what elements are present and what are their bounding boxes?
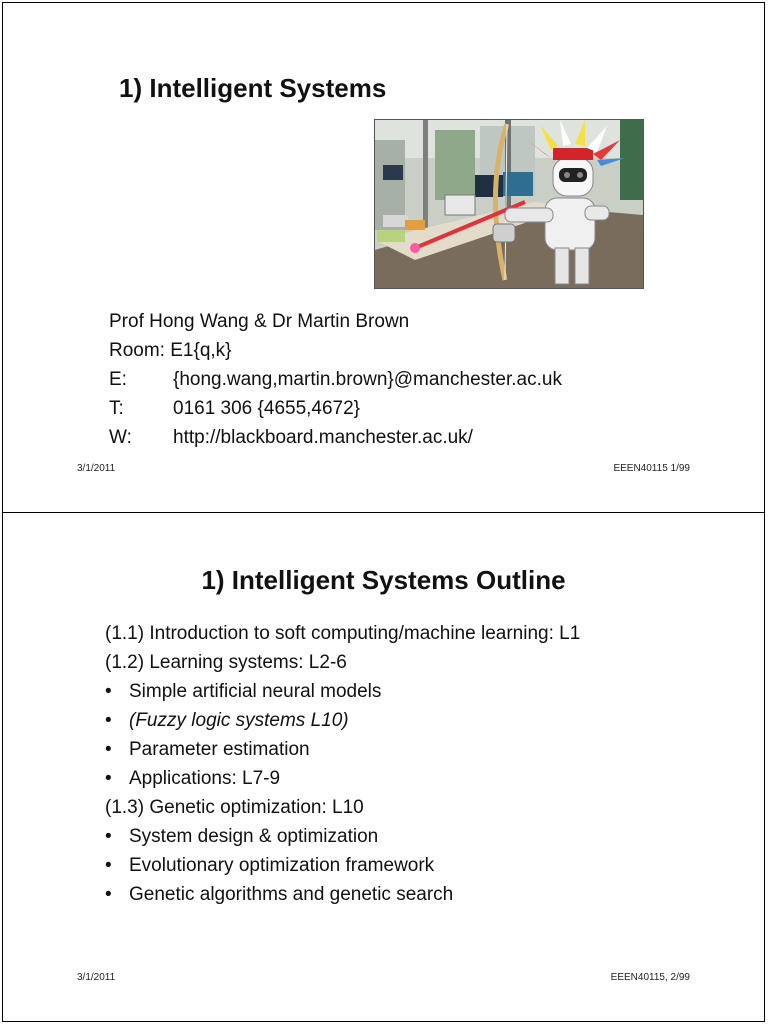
web-value: http://blackboard.manchester.ac.uk/ [173,427,473,448]
outline-item-text: Applications: L7-9 [129,768,281,789]
web-line [109,423,562,452]
outline-item [105,822,580,851]
web-label: W: [109,427,132,448]
outline-item [105,648,580,677]
outline-item [105,706,580,735]
outline-item [105,793,580,822]
outline-item [105,677,580,706]
outline-list [105,619,580,909]
instructors-line: Prof Hong Wang & Dr Martin Brown [109,311,410,332]
outline-item [105,880,580,909]
outline-item [105,619,580,648]
footer-page: EEEN40115 1/99 [613,463,690,474]
outline-item-text: (1.3) Genetic optimization: L10 [105,797,364,818]
outline-item [105,764,580,793]
outline-item-text: System design & optimization [129,826,379,847]
outline-item-text: (1.1) Introduction to soft computing/machine learning: L1 [105,623,581,644]
outline-item-text: Simple artificial neural models [129,681,382,702]
footer-date: 3/1/2011 [77,972,116,983]
outline-item-text: (Fuzzy logic systems L10) [129,710,349,731]
footer-date: 3/1/2011 [77,463,116,474]
phone-label: T: [109,398,124,419]
outline-item [105,851,580,880]
email-value: {hong.wang,martin.brown}@manchester.ac.uk [173,369,562,390]
slide-2 [2,512,765,1022]
robot-archer-photo [374,119,644,289]
phone-value: 0161 306 {4655,4672} [173,398,361,419]
email-label: E: [109,369,127,390]
outline-item-text: Parameter estimation [129,739,310,760]
outline-item-text: (1.2) Learning systems: L2-6 [105,652,347,673]
room-line: Room: E1{q,k} [109,340,232,361]
outline-item [105,735,580,764]
outline-item-text: Genetic algorithms and genetic search [129,884,454,905]
slide-title: 1) Intelligent Systems [119,73,387,103]
slide-1 [2,2,765,513]
slide-title: 1) Intelligent Systems Outline [201,565,566,595]
phone-line [109,394,562,423]
contact-block [109,307,562,452]
email-line [109,365,562,394]
footer-page: EEEN40115, 2/99 [610,972,690,983]
outline-item-text: Evolutionary optimization framework [129,855,435,876]
